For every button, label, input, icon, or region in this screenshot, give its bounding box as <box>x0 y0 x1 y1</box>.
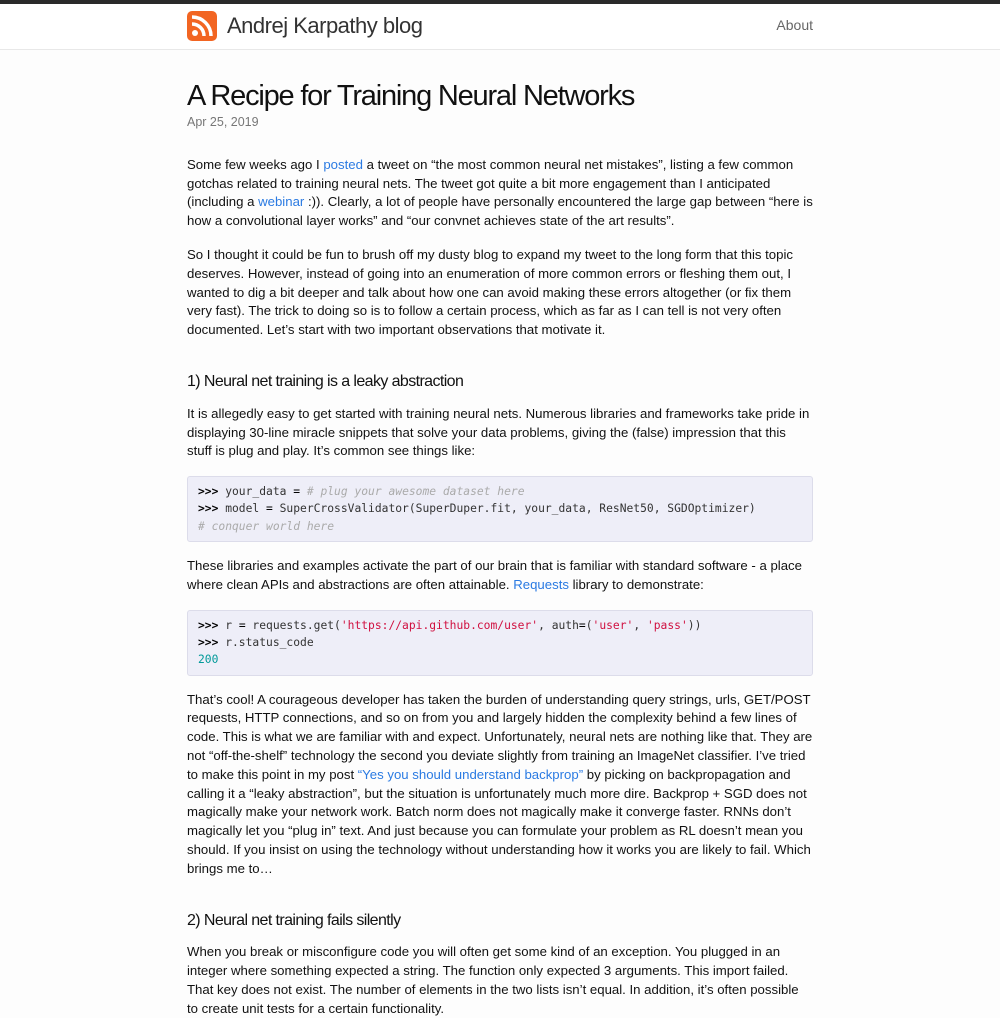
text: These libraries and examples activate the part of our brain that is familiar with standard software - a place where clean APIs and abstractions are often attainable. <box>187 558 802 592</box>
text: library to demonstrate: <box>568 576 704 592</box>
text: Some few weeks ago I <box>187 156 324 172</box>
section1-paragraph-3 <box>187 691 813 879</box>
code: model <box>218 502 267 516</box>
section-heading-2: 2) Neural net training fails silently <box>187 911 401 929</box>
posted-link[interactable]: posted <box>323 156 363 172</box>
backprop-post-link[interactable]: “Yes you should understand backprop” <box>357 766 584 782</box>
site-header <box>0 4 1000 50</box>
operator: = <box>238 618 246 632</box>
section1-paragraph-2 <box>187 557 813 595</box>
post-title: A Recipe for Training Neural Networks <box>187 80 635 112</box>
post-date: Apr 25, 2019 <box>187 114 259 129</box>
operator: = <box>293 485 301 499</box>
prompt: >>> <box>198 485 219 499</box>
text: by picking on backpropagation and calling it a “leaky abstraction”, but the situation is unfortunately much more dire. Backprop + SGD does not magically make your network work. Batch norm does not magically make it converge faster. RNNs don’t magically let you “plug in” text. And just because you can formulate your problem as RL doesn’t mean you should. If you insist on using the technology without understanding how it works you are likely to fail. Which brings me to… <box>187 766 811 876</box>
text: That’s cool! A courageous developer has taken the burden of understanding query strings, urls, GET/POST requests, HTTP connections, and so on from you and largely hidden the complexity behind a few lines of code. This is what we are familiar with and expect. Unfortunately, neural nets are nothing like that. They are not “off-the-shelf” technology the second you deviate slightly from training an ImageNet classifier. I’ve tried to make this point in my post <box>187 691 813 782</box>
requests-link[interactable]: Requests <box>513 576 569 592</box>
rss-icon[interactable] <box>187 11 217 41</box>
code: ( <box>585 618 593 632</box>
text: :)). Clearly, a lot of people have personally encountered the large gap between “here is how a convolutional layer works” and “our convnet achieves state of the art results”. <box>187 194 813 229</box>
code: requests.get( <box>245 618 341 632</box>
code: , <box>633 618 647 632</box>
string: 'https://api.github.com/user' <box>340 618 539 632</box>
site-title-link[interactable]: Andrej Karpathy blog <box>227 13 423 38</box>
code: , auth <box>538 618 579 632</box>
number: 200 <box>198 653 219 667</box>
intro-paragraph-2: So I thought it could be fun to brush off my dusty blog to expand my tweet to the long form that this topic deserves. However, instead of going into an enumeration of more common errors or fleshing them out, I wanted to dig a bit deeper and talk about how one can avoid making these errors altogether (or fix them very fast). The trick to doing so is to follow a certain process, which as far as I can tell is not very often documented. Let’s start with two important observations that motivate it. <box>187 246 794 338</box>
code: your_data <box>218 485 294 499</box>
comment: # plug your awesome dataset here <box>300 485 525 499</box>
code: )) <box>687 618 702 632</box>
webinar-link[interactable]: webinar <box>258 194 305 210</box>
prompt: >>> <box>198 502 219 516</box>
comment: # conquer world here <box>198 519 335 533</box>
code-block-1 <box>187 476 813 542</box>
section-heading-1: 1) Neural net training is a leaky abstraction <box>187 372 464 390</box>
section1-paragraph-1: It is allegedly easy to get started with training neural nets. Numerous libraries and frameworks take pride in displaying 30-line miracle snippets that solve your data problems, giving the (false) impression that this stuff is plug and play. It’s common see things like: <box>187 405 810 459</box>
code: r.status_code <box>218 635 314 649</box>
operator: = <box>266 502 273 516</box>
prompt: >>> <box>198 635 219 649</box>
nav-about-link[interactable]: About <box>776 17 813 33</box>
string: 'user' <box>592 618 634 632</box>
code: SuperCrossValidator(SuperDuper.fit, your_data, ResNet50, SGDOptimizer) <box>272 502 756 516</box>
intro-paragraph-1 <box>187 156 813 231</box>
code: r <box>218 618 239 632</box>
post-content <box>187 50 813 1018</box>
string: 'pass' <box>646 618 688 632</box>
prompt: >>> <box>198 618 219 632</box>
text: a tweet on “the most common neural net mistakes”, listing a few common gotchas related to training neural nets. The tweet got quite a bit more engagement than I anticipated (including a <box>187 156 794 210</box>
section2-paragraph-1: When you break or misconfigure code you will often get some kind of an exception. You plugged in an integer where something expected a string. The function only expected 3 arguments. This import failed. That key does not exist. The number of elements in the two lists isn’t equal. In addition, it’s often possible to create unit tests for a certain functionality. <box>187 944 799 1016</box>
code-block-2 <box>187 610 813 676</box>
operator: = <box>578 618 586 632</box>
